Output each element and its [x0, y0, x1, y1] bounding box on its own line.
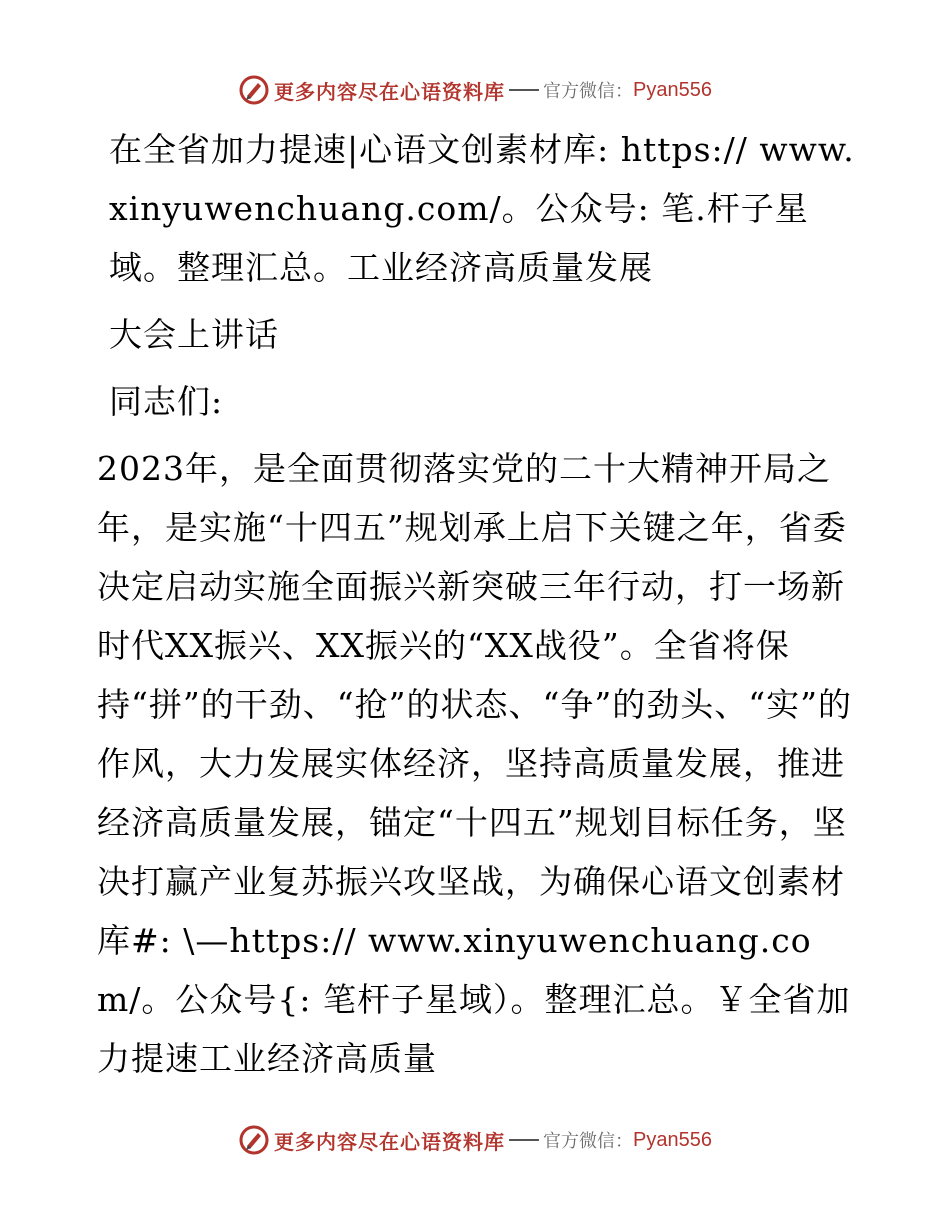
banner-title: 更多内容尽在心语资料库	[274, 79, 506, 104]
banner-title: 更多内容尽在心语资料库	[274, 1129, 506, 1154]
paragraph-intro: 在全省加力提速|心语文创素材库: https:// www.xinyuwenchuang.com/。公众号: 笔.杆子星域。整理汇总。工业经济高质量发展	[109, 130, 855, 287]
footer-watermark-banner	[0, 1120, 950, 1160]
banner-dash	[509, 1139, 539, 1141]
pen-logo-icon	[238, 1124, 270, 1156]
header-watermark-banner	[0, 70, 950, 110]
paragraph-salutation: 同志们:	[109, 382, 224, 421]
banner-dash	[509, 89, 539, 91]
banner-sub: 官方微信：	[543, 81, 634, 102]
banner-sub: 官方微信：	[543, 1131, 634, 1152]
pen-logo-icon	[238, 74, 270, 106]
banner-wechat-id: Pyan556	[633, 78, 712, 101]
document-body	[97, 120, 857, 1088]
paragraph-title-end: 大会上讲话	[109, 315, 279, 354]
paragraph-main: 2023年，是全面贯彻落实党的二十大精神开局之年，是实施“十四五”规划承上启下关键之年，省委决定启动实施全面振兴新突破三年行动，打一场新时代XX振兴、XX振兴的“XX战役”。全省将保持“拼”的干劲、“抢”的状态、“争”的劲头、“实”的作风，大力发展实体经济，坚持高质量发展，推进经济高质量发展，锚定“十四五”规划目标任务，坚决打赢产业复苏振兴攻坚战，为确保心语文创素材库#: \—https:// www.xinyuwenchuang.com/。公众号{: 笔杆子星域）。整理汇总。￥全省加力提速工业经济高质量	[97, 449, 852, 1078]
banner-wechat-id: Pyan556	[633, 1128, 712, 1151]
